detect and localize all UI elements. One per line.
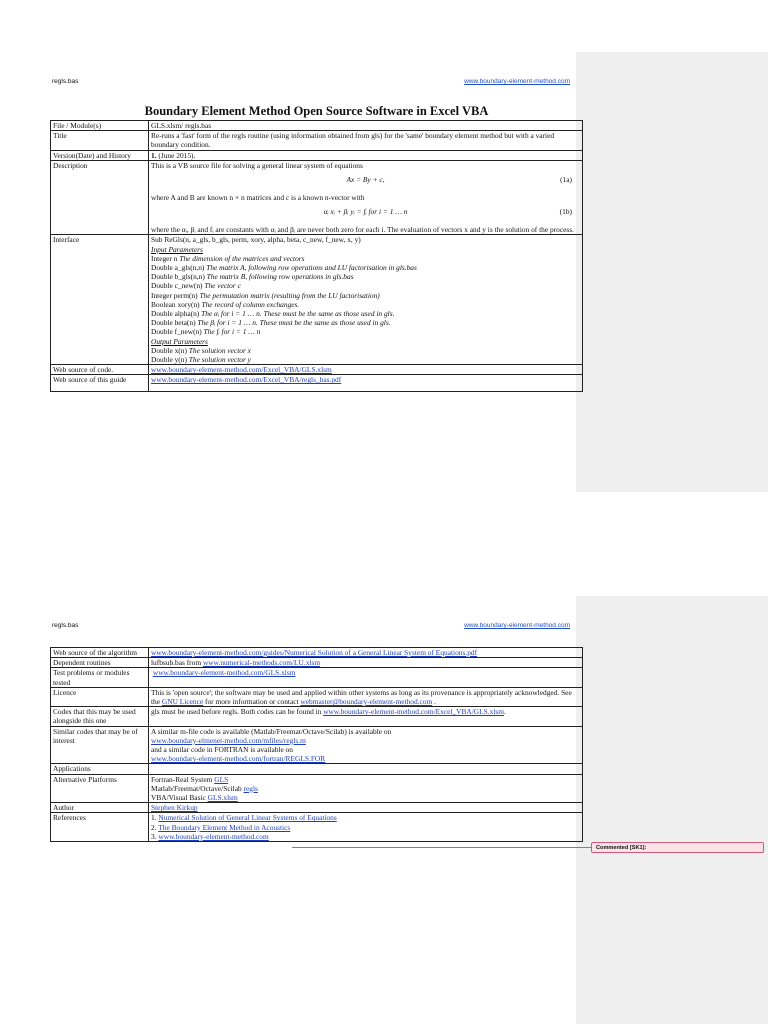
- interface-line: [151, 337, 580, 346]
- row-label: Web source of this guide: [51, 375, 149, 392]
- interface-note: The permutation matrix (resulting from the LU factorisation): [199, 290, 380, 300]
- table-row: [51, 131, 583, 150]
- similar-text: and a similar code in FORTRAN is available on: [151, 745, 294, 755]
- table-row: [51, 774, 583, 803]
- table-row: [51, 803, 583, 813]
- gnu-licence-link[interactable]: GNU Licence: [161, 697, 204, 707]
- row-label: Licence: [51, 687, 149, 706]
- interface-line: [151, 235, 580, 244]
- equation-text: αᵢ xᵢ + βᵢ yᵢ = fᵢ for i = 1 … n: [323, 207, 408, 217]
- interface-code: Sub ReGls(n, a_gls, b_gls, perm, xory, alpha, beta, c_new, f_new, x, y): [151, 235, 361, 245]
- platform-item: [151, 775, 580, 784]
- row-value: [149, 707, 583, 726]
- row-value: [149, 235, 583, 365]
- equation-number: (1b): [559, 207, 572, 217]
- platform-name: Fortran-Real System: [151, 774, 215, 784]
- interface-code: Integer n: [151, 253, 180, 263]
- platform-name: VBA/Visual Basic: [151, 793, 208, 803]
- header-website-link[interactable]: www.boundary-element-method.com: [464, 78, 570, 85]
- reference-list: [151, 813, 580, 841]
- interface-line: [151, 318, 580, 327]
- interface-note: The αᵢ for i = 1 … n. These must be the same as those used in gls.: [201, 309, 395, 319]
- row-label: Web source of code.: [51, 365, 149, 375]
- row-value: Re-runs a 'fast' form of the regls routine (using information obtained from gls) for the 'same' boundary element method but with a varied boundary condition.: [149, 131, 583, 150]
- codes-link[interactable]: www.boundary-element-method.com/Excel_VBA/GLS.xlsm: [323, 707, 504, 717]
- row-label: File / Module(s): [51, 121, 149, 131]
- table-row: [51, 764, 583, 774]
- interface-note: Input Parameters: [151, 244, 203, 254]
- webmaster-email-link[interactable]: webmaster@boundary-element-method.com: [300, 697, 433, 707]
- row-label: Dependent routines: [51, 658, 149, 668]
- header-filename: regls.bas: [52, 622, 79, 629]
- interface-code: Boolean xory(n): [151, 299, 202, 309]
- similar-text: A similar m-file code is available (Matlab/Freemat/Octave/Scilab) is available on: [151, 726, 392, 736]
- header-filename: regls.bas: [52, 78, 79, 85]
- row-label: Web source of the algorithm: [51, 648, 149, 658]
- interface-note: The matrix A, following row operations and LU factorisation in gls.bas: [206, 263, 417, 273]
- table-row: [51, 658, 583, 668]
- table-row: [51, 726, 583, 764]
- equation-number: (1a): [560, 175, 572, 185]
- row-label: Test problems or modules tested: [51, 668, 149, 687]
- interface-code: Double c_new(n): [151, 281, 205, 291]
- row-label: References: [51, 813, 149, 842]
- codes-end: .: [503, 707, 506, 717]
- row-value: [149, 687, 583, 706]
- row-label: Similar codes that may be of interest: [51, 726, 149, 764]
- platform-item: [151, 793, 580, 802]
- interface-note: The solution vector y: [188, 355, 251, 365]
- interface-note: The matrix B, following row operations in gls.bas: [206, 272, 354, 282]
- row-value: [149, 668, 583, 687]
- row-value: [149, 658, 583, 668]
- table-row: [51, 707, 583, 726]
- row-value: GLS.xlsm/ regls.bas: [149, 121, 583, 131]
- row-value: [149, 764, 583, 774]
- interface-line: [151, 327, 580, 336]
- row-value: [149, 365, 583, 375]
- table-row: [51, 365, 583, 375]
- platform-list: [151, 775, 580, 803]
- licence-text: .: [432, 697, 436, 707]
- table-row: [51, 121, 583, 131]
- licence-text: This is 'open source'; the software may be used and applied within other systems as long as its provenance is appropriately acknowledged. See the: [151, 687, 572, 707]
- row-value: [149, 803, 583, 813]
- comment-connector: [292, 847, 592, 848]
- platform-link[interactable]: GLS.xlsm: [207, 793, 238, 803]
- test-problem-link[interactable]: www.boundary-element-method.com/GLS.xlsm: [152, 668, 296, 678]
- table-row: [51, 160, 583, 235]
- algorithm-link[interactable]: www.boundary-element-method.com/guides/Numerical Solution of a General Linear System of Equations.pdf: [151, 648, 478, 657]
- interface-lines: [151, 235, 580, 364]
- row-value: [149, 160, 583, 235]
- interface-line: [151, 245, 580, 254]
- row-label: Interface: [51, 235, 149, 365]
- interface-code: Double f_new(n): [151, 327, 204, 337]
- interface-line: [151, 309, 580, 318]
- row-label: Description: [51, 160, 149, 235]
- row-value: [149, 813, 583, 842]
- equation-2: [151, 202, 580, 222]
- mfile-link[interactable]: www.boundary-elmenet-method.com/mfiles/regls.m: [151, 735, 306, 745]
- reference-number: 2.: [151, 822, 159, 832]
- interface-line: [151, 346, 580, 355]
- table-row: [51, 150, 583, 160]
- interface-code: Double alpha(n): [151, 309, 202, 319]
- row-value: [149, 726, 583, 764]
- interface-note: The record of column exchanges.: [201, 299, 300, 309]
- version-number: 1.: [151, 150, 157, 160]
- table-row: [51, 687, 583, 706]
- licence-text: for more information or contact: [203, 697, 301, 707]
- equation-text: Ax = By + c,: [346, 175, 385, 185]
- reference-item: [151, 823, 580, 832]
- interface-line: [151, 281, 580, 290]
- header-website-link[interactable]: www.boundary-element-method.com: [464, 622, 570, 629]
- module-details-table: [50, 647, 583, 842]
- row-label: Applications: [51, 764, 149, 774]
- interface-code: Double a_gls(n,n): [151, 263, 207, 273]
- code-source-link[interactable]: www.boundary-element-method.com/Excel_VBA/GLS.xlsm: [151, 365, 332, 375]
- comment-balloon[interactable]: Commented [SK1]:: [591, 842, 764, 853]
- interface-line: [151, 291, 580, 300]
- version-date: (June 2015).: [156, 150, 196, 160]
- row-label: Author: [51, 803, 149, 813]
- dependency-link[interactable]: www.numerical-methods.com/LU.xlsm: [202, 658, 321, 668]
- platform-name: Matlab/Freemat/Octave/Scilab: [151, 783, 244, 793]
- reference-link[interactable]: www.boundary-element-method.com: [158, 831, 269, 841]
- reference-number: 3.: [151, 831, 159, 841]
- platform-link[interactable]: GLS: [214, 774, 229, 784]
- interface-code: Double x(n): [151, 345, 189, 355]
- description-end: where the αᵢ, βᵢ and fᵢ are constants with αᵢ and βᵢ are never both zero for each i. The evaluation of vectors x and y is the solution of the process.: [151, 225, 575, 235]
- row-value: [149, 648, 583, 658]
- interface-note: The fᵢ for i = 1 … n: [203, 327, 261, 337]
- reference-item: [151, 832, 580, 841]
- codes-text: gls must be used before regls. Both codes can be found in: [151, 707, 324, 717]
- row-label: Codes that this may be used alongside this one: [51, 707, 149, 726]
- table-row: [51, 375, 583, 392]
- interface-code: Double beta(n): [151, 318, 198, 328]
- reference-link[interactable]: The Boundary Element Method in Acoustics: [158, 822, 291, 832]
- comment-gutter: [576, 52, 768, 492]
- interface-code: Double b_gls(n,n): [151, 272, 207, 282]
- comment-gutter: [576, 596, 768, 1024]
- platform-link[interactable]: regls: [243, 783, 258, 793]
- fortran-link[interactable]: www.boundary-element-method.com/fortran/REGLS.FOR: [151, 754, 326, 764]
- table-row: [51, 668, 583, 687]
- reference-item: [151, 813, 580, 822]
- interface-code: Double y(n): [151, 355, 189, 365]
- interface-line: [151, 300, 580, 309]
- table-row: [51, 813, 583, 842]
- interface-line: [151, 355, 580, 364]
- interface-line: [151, 254, 580, 263]
- table-row: [51, 235, 583, 365]
- author-link[interactable]: Stephen Kirkup: [151, 803, 198, 813]
- description-middle: where A and B are known n × n matrices and c is a known n-vector with: [151, 193, 365, 203]
- interface-code: Integer perm(n): [151, 290, 200, 300]
- interface-note: Output Parameters: [151, 336, 208, 346]
- row-value: [149, 774, 583, 803]
- module-info-table: [50, 120, 583, 392]
- reference-link[interactable]: Numerical Solution of General Linear Systems of Equations: [158, 813, 337, 823]
- row-value: [149, 150, 583, 160]
- interface-line: [151, 272, 580, 281]
- table-row: [51, 648, 583, 658]
- interface-note: The dimension of the matrices and vectors: [179, 253, 305, 263]
- interface-note: The βᵢ for i = 1 … n. These must be the same as those used in gls.: [197, 318, 391, 328]
- row-label: Alternative Platforms: [51, 774, 149, 803]
- document-title: Boundary Element Method Open Source Software in Excel VBA: [144, 104, 489, 118]
- row-value: [149, 375, 583, 392]
- guide-source-link[interactable]: www.boundary-element-method.com/Excel_VBA/regls_bas.pdf: [151, 375, 342, 385]
- interface-line: [151, 263, 580, 272]
- platform-item: [151, 784, 580, 793]
- row-label: Version(Date) and History: [51, 150, 149, 160]
- equation-1: [151, 170, 580, 190]
- reference-number: 1.: [151, 813, 159, 823]
- interface-note: The vector c: [204, 281, 241, 291]
- description-intro: This is a VB source file for solving a general linear system of equations: [151, 160, 363, 170]
- row-label: Title: [51, 131, 149, 150]
- interface-note: The solution vector x: [188, 345, 251, 355]
- dependency-text: lufbsub.bas from: [151, 658, 203, 668]
